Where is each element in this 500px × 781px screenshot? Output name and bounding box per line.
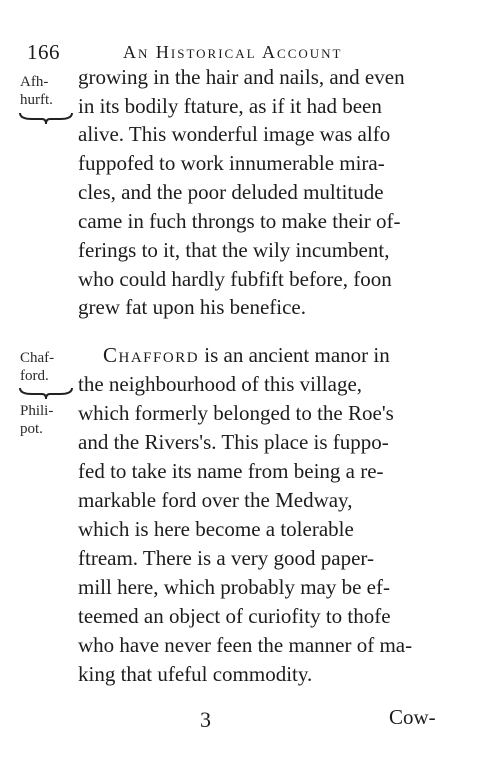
text-line: cles, and the poor deluded multitude [78,180,384,204]
text-line: fed to take its name from being a re- [78,459,384,483]
margin-note-line: Phili- [20,403,54,419]
paragraph-lead-word: Chafford [103,343,200,367]
signature-mark: 3 [200,707,211,732]
header-title: An Historical Account [123,42,343,62]
text-line: who have never feen the manner of ma- [78,633,413,657]
text-line: mill here, which probably may be ef- [78,575,390,599]
margin-note-philipot [20,402,53,438]
margin-note-line: hurft. [20,92,53,108]
margin-brace-icon [18,111,74,125]
text-line: came in fuch throngs to make their of- [78,209,401,233]
text-line: alive. This wonderful image was alfo [78,122,391,146]
text-line: ferings to it, that the wily incumbent, [78,238,390,262]
margin-brace-icon [18,386,74,400]
text-line: grew fat upon his benefice. [78,295,306,319]
text-line: which formerly belonged to the Roe's [78,401,394,425]
text-span: is an ancient manor in [199,343,390,367]
text-line: which is here become a tolerable [78,517,354,541]
text-line: fuppofed to work innumerable mira- [78,151,385,175]
text-line: ftream. There is a very good paper- [78,546,374,570]
margin-note-line: Chaf- [20,350,55,366]
text-line: who could hardly fubfift before, foon [78,267,392,291]
margin-note-line: pot. [20,421,43,437]
text-line: the neighbourhood of this village, [78,372,363,396]
text-line: and the Rivers's. This place is fuppo- [78,430,389,454]
margin-note-chafford [20,349,54,385]
catchword: Cow- [389,705,436,729]
margin-note-ashurst [20,73,53,109]
page-number: 166 [27,40,60,64]
margin-note-line: ford. [20,368,49,384]
text-line: king that ufeful commodity. [78,662,313,686]
text-line [103,343,390,368]
margin-note-line: Afh- [20,74,49,90]
text-line: in its bodily ftature, as if it had been [78,94,382,118]
text-line: teemed an object of curiofity to thofe [78,604,391,628]
text-line: growing in the hair and nails, and even [78,65,405,89]
text-line: markable ford over the Medway, [78,488,353,512]
